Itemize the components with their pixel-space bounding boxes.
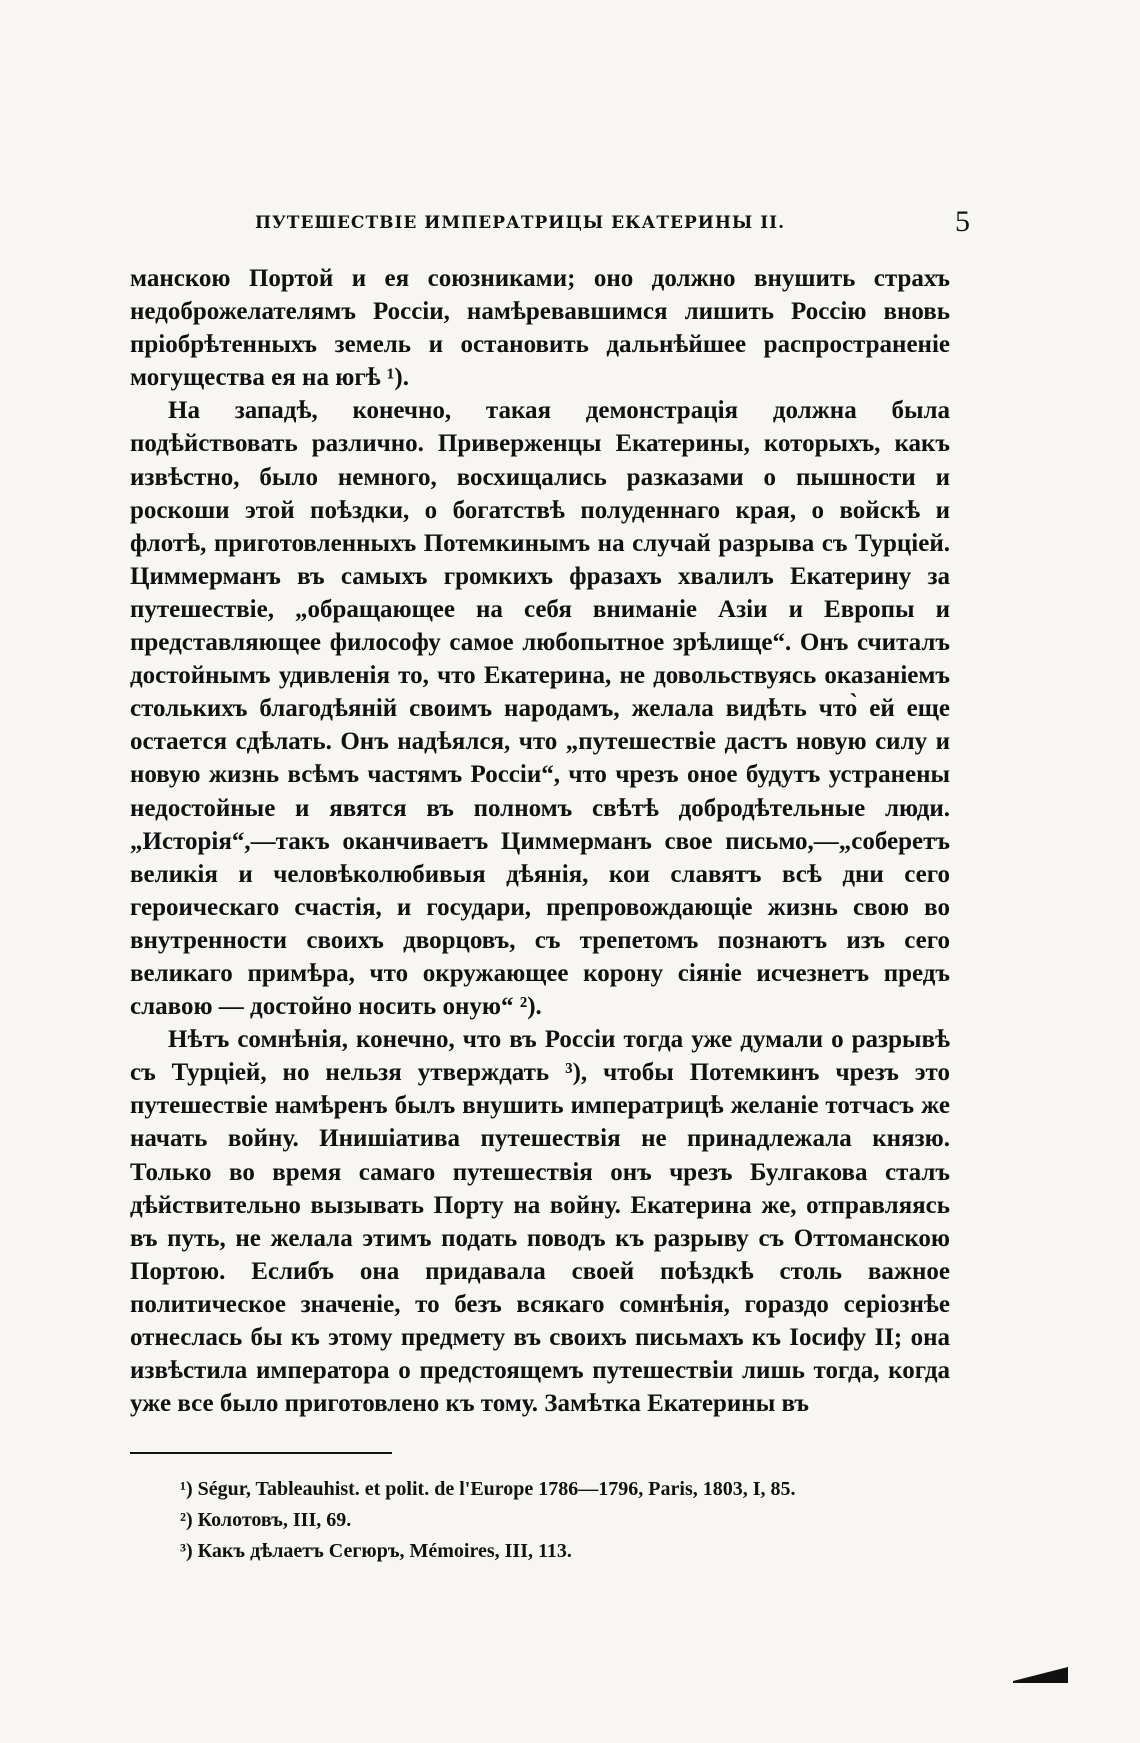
paragraph-1: манскою Портой и ея союзниками; оно должно внушить страхъ недоброжелателямъ Россіи, намѣревавшимся лишить Россію вновь пріобрѣтенныхъ земель и остановить дальнѣйшее распространеніе могущества ея на югѣ ¹). (130, 265, 950, 392)
page-number: 5 (955, 205, 970, 238)
running-header (130, 205, 970, 241)
footnotes (180, 1474, 940, 1567)
footnote-3: ³) Какъ дѣлаетъ Сегюръ, Mémoires, III, 113. (180, 1540, 572, 1562)
body-text (130, 262, 950, 1420)
corner-mark-decoration (1013, 1667, 1068, 1683)
running-title: ПУТЕШЕСТВІЕ ИМПЕРАТРИЦЫ ЕКАТЕРИНЫ II. (254, 213, 786, 233)
paragraph-2: На западѣ, конечно, такая демонстрація должна была подѣйствовать различно. Приверженцы Екатерины, которыхъ, какъ извѣстно, было немного, восхищались разказами о пышности и роскоши этой поѣздки, о богатствѣ полуденнаго края, о войскѣ и флотѣ, приготовленныхъ Потемкинымъ на случай разрыва съ Турціей. Циммерманъ въ самыхъ громкихъ фразахъ хвалилъ Екатерину за путешествіе, „обращающее на себя вниманіе Азіи и Европы и представляющее философу самое любопытное зрѣлище“. Онъ считалъ достойнымъ удивленія то, что Екатерина, не довольствуясь оказаніемъ столькихъ благодѣяній своимъ народамъ, желала видѣть что̀ ей еще остается сдѣлать. Онъ надѣялся, что „путешествіе дастъ новую силу и новую жизнь всѣмъ частямъ Россіи“, что чрезъ оное будутъ устранены недостойные и явятся въ полномъ свѣтѣ добродѣтельные люди. „Исторія“,—такъ оканчиваетъ Циммерманъ свое письмо,—„соберетъ великія и человѣколюбивыя дѣянія, кои славятъ всѣ дни сего героическаго счастія, и государи, препровождающіе жизнь свою во внутренности своихъ дворцовъ, съ трепетомъ познаютъ изъ сего великаго примѣра, что окружающее корону сіяніе исчезнетъ предъ славою — достойно носить оную“ ²). (130, 397, 950, 1021)
footnote-divider (130, 1452, 392, 1454)
footnote-2: ²) Колотовъ, III, 69. (180, 1509, 352, 1531)
paragraph-3: Нѣтъ сомнѣнія, конечно, что въ Россіи тогда уже думали о разрывѣ съ Турціей, но нельзя утверждать ³), чтобы Потемкинъ чрезъ это путешествіе намѣренъ былъ внушить императрицѣ желаніе тотчасъ же начать войну. Инишіатива путешествія не принадлежала князю. Только во время самаго путешествія онъ чрезъ Булгакова сталъ дѣйствительно вызывать Порту на войну. Екатерина же, отправляясь въ путь, не желала этимъ подать поводъ къ разрыву съ Оттоманскою Портою. Еслибъ она придавала своей поѣздкѣ столь важное политическое значеніе, то безъ всякаго сомнѣнія, гораздо серіознѣе отнеслась бы къ этому предмету въ своихъ письмахъ къ Іосифу II; она извѣстила императора о предстоящемъ путешествіи лишь тогда, когда уже все было приготовлено къ тому. Замѣтка Екатерины въ (130, 1026, 950, 1418)
footnote-1: ¹) Ségur, Tableauhist. et polit. de l'Europe 1786—1796, Paris, 1803, I, 85. (180, 1478, 796, 1500)
